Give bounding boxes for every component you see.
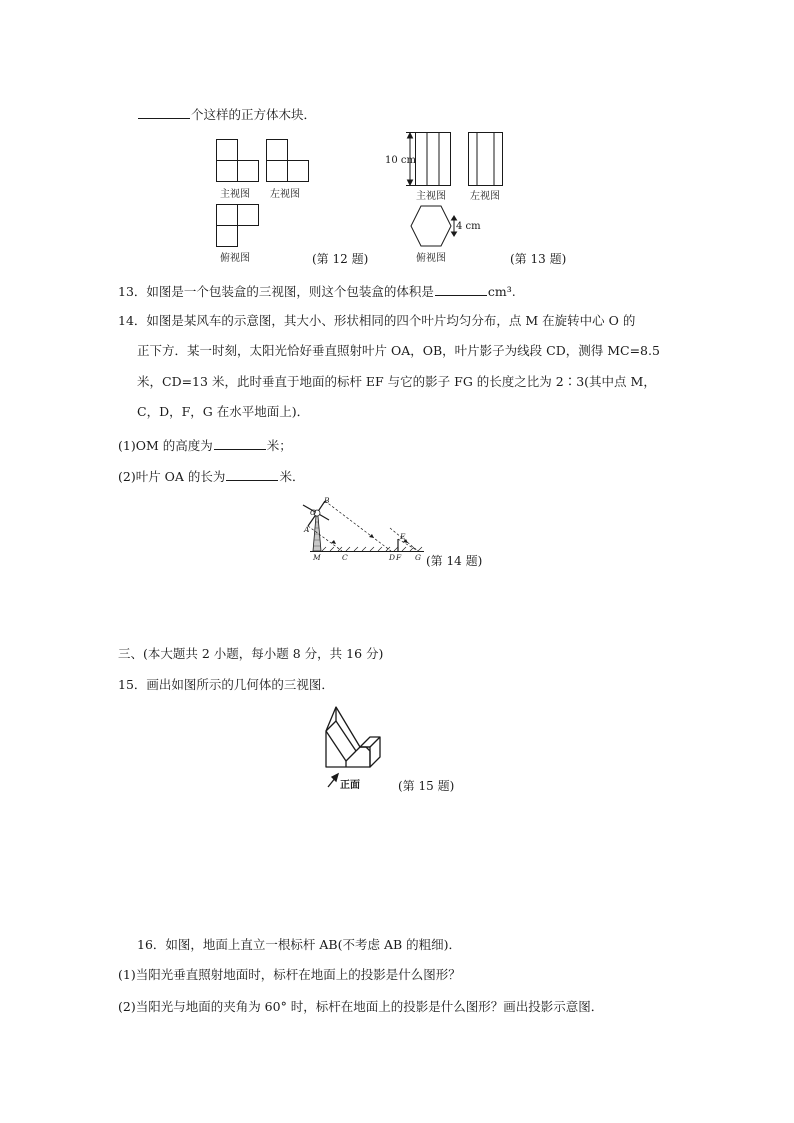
- q15-front-label: 正面: [340, 780, 360, 791]
- q13-left-view-figure: [468, 132, 504, 187]
- q14-sub2-text: (2)叶片 OA 的长为: [118, 469, 226, 484]
- q14-sub-1: [118, 437, 292, 454]
- q14-line-1: 14．如图是某风车的示意图，其大小、形状相同的四个叶片均匀分布，点 M 在旋转中心 O 的: [118, 313, 636, 328]
- front-direction-arrow-icon: [326, 773, 340, 789]
- q14-sub-2: [118, 468, 304, 485]
- q13-left-view-label: 左视图: [470, 191, 500, 202]
- q12-front-view-label: 主视图: [220, 189, 250, 200]
- q14-line-4: C，D，F，G 在水平地面上)．: [137, 404, 310, 419]
- point-a-label: A: [304, 525, 310, 534]
- q14-sub2-unit: 米．: [279, 469, 305, 484]
- q12-top-view-label: 俯视图: [220, 253, 250, 264]
- q13-text: 13．如图是一个包装盒的三视图，则这个包装盒的体积是: [118, 284, 434, 299]
- point-b-label: B: [324, 496, 330, 505]
- q13-front-view-label: 主视图: [416, 191, 446, 202]
- q12-caption: (第 12 题): [312, 252, 369, 266]
- q14-line-2: 正下方．某一时刻，太阳光恰好垂直照射叶片 OA，OB，叶片影子为线段 CD，测得 MC=8.5: [137, 343, 660, 358]
- point-c-label: C: [342, 553, 348, 562]
- q13-height-label: 10 cm: [385, 155, 416, 166]
- q13-side-label: 4 cm: [456, 221, 481, 232]
- point-o-label: O: [310, 508, 317, 517]
- q13-front-view-figure: [415, 132, 452, 187]
- q15-caption: (第 15 题): [398, 779, 455, 793]
- q16-sub-1: (1)当阳光垂直照射地面时，标杆在地面上的投影是什么图形？: [118, 967, 461, 982]
- q13-caption: (第 13 题): [510, 252, 567, 266]
- point-f-label: F: [396, 553, 402, 562]
- q15-question: 15．画出如图所示的几何体的三视图．: [118, 677, 334, 692]
- answer-blank-q14-1[interactable]: [214, 437, 266, 450]
- q12-left-view-label: 左视图: [270, 189, 300, 200]
- q15-solid-figure: [322, 703, 384, 773]
- q14-caption: (第 14 题): [426, 554, 483, 568]
- q12-front-view-figure: [216, 139, 260, 183]
- q12-continuation: [137, 106, 316, 123]
- section-3-heading: 三、(本大题共 2 小题，每小题 8 分，共 16 分): [118, 646, 384, 661]
- point-g-label: G: [415, 553, 421, 562]
- q12-tail-text: 个这样的正方体木块．: [191, 107, 317, 122]
- answer-blank-q14-2[interactable]: [226, 468, 278, 481]
- point-m-label: M: [313, 553, 321, 562]
- point-e-label: E: [400, 532, 406, 541]
- point-d-label: D: [389, 553, 396, 562]
- q14-sub1-text: (1)OM 的高度为: [118, 438, 213, 453]
- answer-blank-q12[interactable]: [138, 106, 190, 119]
- q16-sub-2: (2)当阳光与地面的夹角为 60° 时，标杆在地面上的投影是什么图形？画出投影示意图．: [118, 999, 604, 1014]
- q14-line-3: 米，CD=13 米，此时垂直于地面的标杆 EF 与它的影子 FG 的长度之比为 2∶3(其中点 M，: [137, 374, 656, 389]
- q14-windmill-figure: [296, 496, 431, 566]
- q12-left-view-figure: [266, 139, 310, 183]
- q14-sub1-unit: 米；: [266, 438, 292, 453]
- q16-question: 16．如图，地面上直立一根标杆 AB(不考虑 AB 的粗细)．: [137, 937, 462, 952]
- q13-question: [118, 283, 516, 300]
- q13-unit: cm³.: [487, 284, 516, 299]
- q12-top-view-figure: [216, 204, 260, 248]
- answer-blank-q13[interactable]: [435, 283, 487, 296]
- q13-top-view-label: 俯视图: [416, 253, 446, 264]
